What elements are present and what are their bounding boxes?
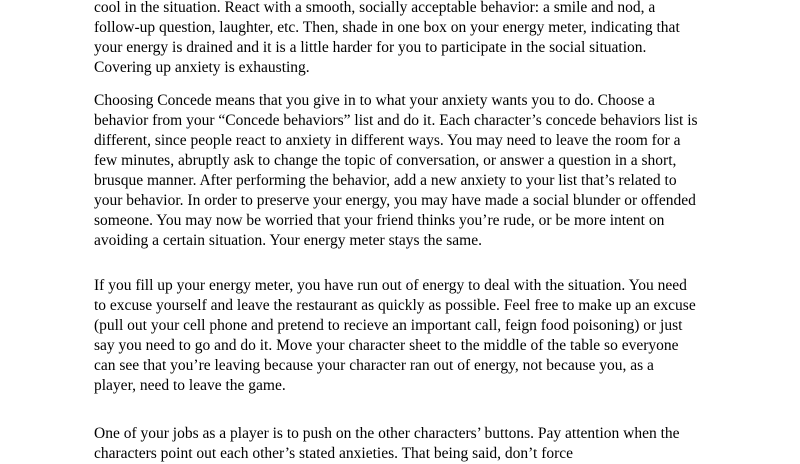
text-line: can see that you’re leaving because your character ran out of energy, not because you, as a [94, 357, 654, 374]
text-line: brusque manner. After performing the behavior, add a new anxiety to your list that’s related to [94, 172, 677, 189]
text-line: player, need to leave the game. [94, 377, 286, 394]
text-line: your behavior. In order to preserve your energy, you may have made a social blunder or offended [94, 192, 696, 209]
text-line: your energy is drained and it is a little harder for you to participate in the social situation. [94, 39, 647, 56]
text-line: One of your jobs as a player is to push on the other characters’ buttons. Pay attention when the [94, 425, 680, 442]
text-line: follow-up question, laughter, etc. Then, shade in one box on your energy meter, indicating that [94, 19, 680, 36]
text-line: cool in the situation. React with a smooth, socially acceptable behavior: a smile and nod, a [94, 0, 656, 16]
text-line: say you need to go and do it. Move your character sheet to the middle of the table so everyone [94, 337, 679, 354]
text-line: behavior from your “Concede behaviors” list and do it. Each character’s concede behaviors list is [94, 112, 698, 129]
text-line: If you fill up your energy meter, you have run out of energy to deal with the situation. You need [94, 277, 687, 294]
text-line: Choosing Concede means that you give in to what your anxiety wants you to do. Choose a [94, 92, 655, 109]
text-line: someone. You may now be worried that your friend thinks you’re rude, or be more intent on [94, 212, 665, 229]
text-line: avoiding a certain situation. Your energy meter stays the same. [94, 232, 482, 249]
text-line: to excuse yourself and leave the restaurant as quickly as possible. Feel free to make up an excuse [94, 297, 696, 314]
text-line: different, since people react to anxiety in different ways. You may need to leave the room for a [94, 132, 681, 149]
text-line: (pull out your cell phone and pretend to recieve an important call, feign food poisoning) or just [94, 317, 683, 334]
text-line: characters point out each other’s stated anxieties. That being said, don’t force [94, 445, 574, 462]
text-line: few minutes, abruptly ask to change the topic of conversation, or answer a question in a short, [94, 152, 677, 169]
text-line: Covering up anxiety is exhausting. [94, 59, 310, 76]
